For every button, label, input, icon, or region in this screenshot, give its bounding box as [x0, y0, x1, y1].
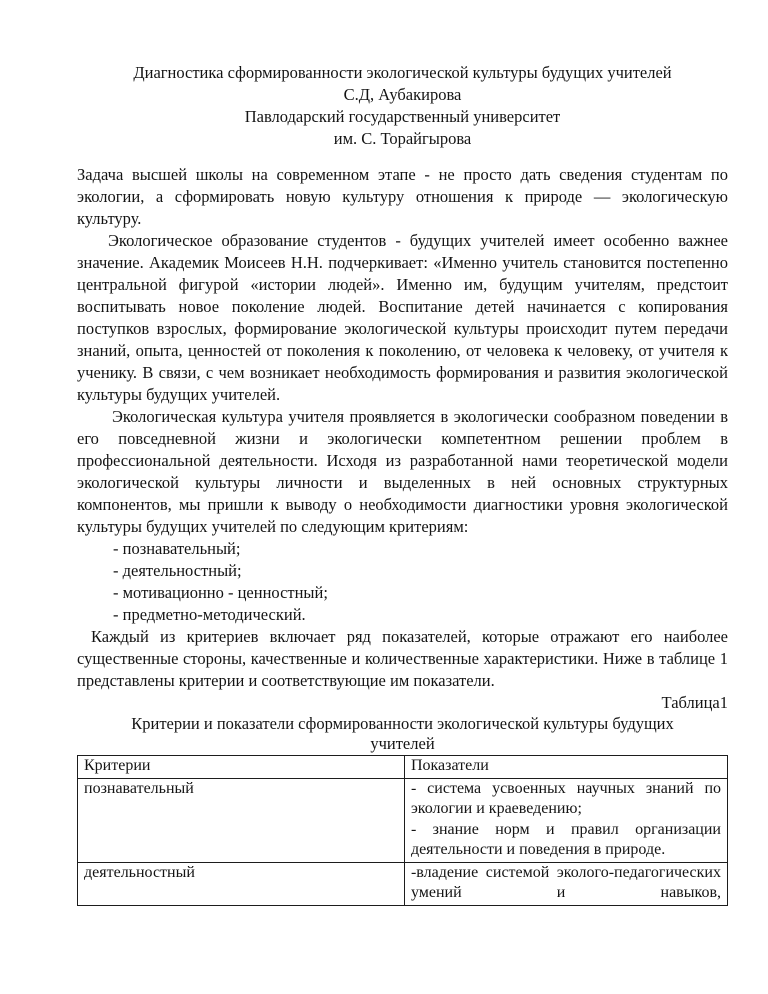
paper-title: Диагностика сформированности экологической культуры будущих учителей	[133, 63, 672, 82]
criteria-list	[77, 538, 728, 626]
paragraph-closing: Каждый из критериев включает ряд показателей, которые отражают его наиболее существенные стороны, качественные и количественные характеристики. Ниже в таблице 1 представлены критерии и соответствующие им показатели.	[77, 627, 728, 690]
criteria-list-item-methodical: - предметно-методический.	[113, 605, 306, 624]
indicators-cell	[404, 778, 727, 862]
indicator-item: - знание норм и правил организации деятельности и поведения в природе.	[410, 820, 721, 858]
table-label: Таблица1	[661, 693, 728, 712]
table-row-cognitive	[78, 778, 728, 862]
criteria-list-item-activity: - деятельностный;	[113, 561, 242, 580]
paragraph-intro: Задача высшей школы на современном этапе - не просто дать сведения студентам по экологии, а сформировать новую культуру отношения к природе — экологическую культуру.	[77, 165, 728, 228]
criteria-table	[77, 755, 728, 906]
table-header-row	[78, 756, 728, 779]
paragraph-eco-culture: Экологическая культура учителя проявляется в экологически сообразном поведении в его повседневной жизни и экологически компетентном решении проблем в профессиональной деятельности. Исходя из разработанной нами теоретической модели экологической культуры личности и выделенных в ней основных структурных компонентов, мы пришли к выводу о необходимости диагностики уровня экологической культуры будущих учителей по следующим критериям:	[77, 407, 728, 536]
criterion-cell: деятельностный	[78, 862, 405, 905]
paper-author: С.Д, Аубакирова	[343, 85, 462, 104]
criterion-cell: познавательный	[78, 778, 405, 862]
indicators-cell	[404, 862, 727, 905]
title-block	[77, 62, 728, 150]
criteria-list-item-cognitive: - познавательный;	[113, 539, 241, 558]
paragraph-eco-education: Экологическое образование студентов - будущих учителей имеет особенно важнее значение. Академик Моисеев Н.Н. подчеркивает: «Именно учитель становится постепенно центральной фигурой «истории людей». Именно им, будущим учителям, предстоит воспитывать новое поколение людей. Воспитание детей начинается с копирования поступков взрослых, формирование экологической культуры происходит путем передачи знаний, опыта, ценностей от поколения к поколению, от человека к человеку, от учителя к ученику. В связи, с чем возникает необходимость формирования и развития экологической культуры будущих учителей.	[77, 231, 728, 404]
table-header-indicators: Показатели	[404, 756, 727, 779]
indicator-item: -владение системой эколого-педагогических умений и навыков,	[410, 863, 721, 901]
indicator-item: - система усвоенных научных знаний по экологии и краеведению;	[410, 779, 721, 817]
criteria-list-item-motivational: - мотивационно - ценностный;	[113, 583, 328, 602]
table-caption: Критерии и показатели сформированности экологической культуры будущих учителей	[131, 714, 674, 753]
table-row-activity	[78, 862, 728, 905]
paper-affiliation-line1: Павлодарский государственный университет	[244, 107, 561, 126]
paper-affiliation-line2: им. С. Торайгырова	[333, 129, 472, 148]
table-header-criteria: Критерии	[78, 756, 405, 779]
